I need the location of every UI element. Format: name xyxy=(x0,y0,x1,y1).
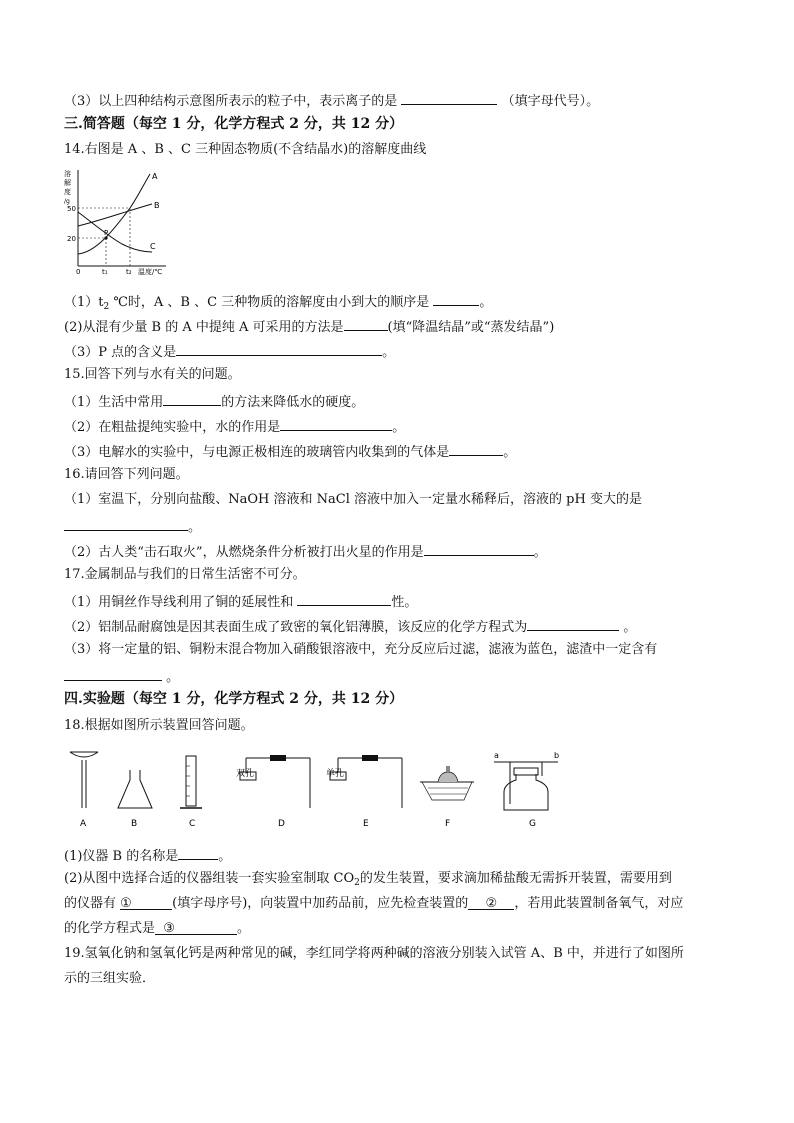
svg-text:G: G xyxy=(529,819,536,829)
q18-sub2-line2: 的仪器有 ① (填字母序号)，向装置中加药品前，应先检查装置的 ② ，若用此装置制备氧气，对应 xyxy=(64,896,684,911)
svg-text:/g: /g xyxy=(64,198,70,205)
q15-sub2: （2）在粗盐提纯实验中，水的作用是 。 xyxy=(64,416,405,437)
answer-blank-3[interactable]: ③ xyxy=(155,920,237,935)
svg-text:D: D xyxy=(278,819,285,829)
q15-sub3: （3）电解水的实验中，与电源正极相连的玻璃管内收集到的气体是 。 xyxy=(64,441,516,462)
svg-text:A: A xyxy=(80,819,87,829)
q14-sub3: （3）P 点的含义是 。 xyxy=(64,341,395,362)
q19-line2: 示的三组实验． xyxy=(64,971,156,986)
svg-text:E: E xyxy=(363,819,369,829)
q17-stem: 17.金属制品与我们的日常生活密不可分。 xyxy=(64,567,306,582)
q16-sub1-answer: 。 xyxy=(64,516,201,537)
apparatus-e-single-hole-stopper xyxy=(330,755,402,808)
curve-b xyxy=(78,204,152,226)
apparatus-c-graduated-cylinder xyxy=(180,756,202,808)
answer-blank[interactable] xyxy=(449,441,503,456)
answer-blank[interactable] xyxy=(176,341,382,356)
svg-text:单孔: 单孔 xyxy=(326,769,345,779)
answer-blank[interactable] xyxy=(401,90,497,105)
q16-sub1: （1）室温下，分别向盐酸、NaOH 溶液和 NaCl 溶液中加入一定量水稀释后，溶液的 pH 变大的是 xyxy=(64,492,642,507)
section-3-heading: 三.简答题（每空 1 分，化学方程式 2 分，共 12 分） xyxy=(64,116,404,132)
answer-blank[interactable] xyxy=(433,291,479,306)
apparatus-g-gas-bottle xyxy=(494,751,559,810)
svg-text:B: B xyxy=(154,201,160,210)
q16-stem: 16.请回答下列问题。 xyxy=(64,467,189,482)
answer-blank-1[interactable]: ① xyxy=(120,895,172,910)
answer-blank[interactable] xyxy=(163,391,221,406)
q18-sub1: (1)仪器 B 的名称是 。 xyxy=(64,845,231,866)
answer-blank[interactable] xyxy=(64,516,188,531)
svg-text:双孔: 双孔 xyxy=(236,769,255,779)
svg-text:b: b xyxy=(554,751,560,760)
svg-text:温度/℃: 温度/℃ xyxy=(138,268,163,276)
q16-sub2: （2）古人类“击石取火”，从燃烧条件分析被打出火星的作用是 。 xyxy=(64,541,547,562)
q15-stem: 15.回答下列与水有关的问题。 xyxy=(64,367,241,382)
svg-text:度: 度 xyxy=(64,188,71,196)
q18-stem: 18.根据如图所示装置回答问题。 xyxy=(64,718,254,733)
q13-sub3: （3）以上四种结构示意图所表示的粒子中，表示离子的是 （填字母代号）。 xyxy=(64,90,599,111)
q17-sub3-answer: 。 xyxy=(64,666,179,687)
svg-text:0: 0 xyxy=(76,268,81,276)
svg-text:C: C xyxy=(150,242,156,251)
svg-text:解: 解 xyxy=(64,179,71,187)
apparatus-b-conical-flask xyxy=(118,770,152,808)
section-4-heading: 四.实验题（每空 1 分，化学方程式 2 分，共 12 分） xyxy=(64,691,404,707)
q15-sub1: （1）生活中常用 的方法来降低水的硬度。 xyxy=(64,391,364,412)
answer-blank[interactable] xyxy=(344,316,388,331)
svg-text:F: F xyxy=(445,819,451,829)
answer-blank[interactable] xyxy=(178,845,218,860)
curve-c xyxy=(78,212,152,252)
svg-text:P: P xyxy=(104,229,109,237)
q17-sub1: （1）用铜丝作导线利用了铜的延展性和 性。 xyxy=(64,591,417,612)
svg-text:A: A xyxy=(152,172,158,181)
lab-apparatus-figure xyxy=(64,744,564,832)
svg-text:20: 20 xyxy=(67,235,76,243)
q19-line1: 19.氢氧化钠和氢氧化钙是两种常见的碱，李红同学将两种碱的溶液分别装入试管 A、B 中，并进行了如图所 xyxy=(64,946,684,961)
svg-text:t₂: t₂ xyxy=(126,268,132,276)
apparatus-f-alcohol-lamp xyxy=(420,766,474,800)
svg-text:t₁: t₁ xyxy=(102,268,108,276)
q18-sub2-line1: (2)从图中选择合适的仪器组装一套实验室制取 $CO_2$的发生装置，要求滴加稀盐酸无需拆开装置，需要用到 xyxy=(64,871,672,888)
answer-blank[interactable] xyxy=(424,541,534,556)
solubility-curve-graph xyxy=(62,166,172,276)
q14-sub1: $(1)t_2$ ℃时，A 、B 、C 三种物质的溶解度由小到大的顺序是 。 xyxy=(64,291,492,313)
answer-blank[interactable] xyxy=(64,666,162,681)
svg-text:C: C xyxy=(189,819,196,829)
q14-stem: 14.右图是 A 、B 、C 三种固态物质(不含结晶水)的溶解度曲线 xyxy=(64,142,427,157)
svg-text:溶: 溶 xyxy=(64,170,71,178)
answer-blank[interactable] xyxy=(280,416,392,431)
answer-blank[interactable] xyxy=(297,591,391,606)
q17-sub3: （3）将一定量的铝、铜粉末混合物加入硝酸银溶液中，充分反应后过滤，滤液为蓝色，滤渣中一定含有 xyxy=(64,642,658,657)
q18-sub2-line3: 的化学方程式是 ③ 。 xyxy=(64,921,251,936)
svg-text:50: 50 xyxy=(67,205,76,213)
answer-blank[interactable] xyxy=(527,616,619,631)
svg-text:B: B xyxy=(131,819,138,829)
q14-sub2: (2)从混有少量 B 的 A 中提纯 A 可采用的方法是 (填“降温结晶”或“蒸发结晶”) xyxy=(64,316,554,337)
apparatus-a-funnel xyxy=(70,752,98,808)
svg-text:a: a xyxy=(494,751,499,760)
answer-blank-2[interactable]: ② xyxy=(468,895,514,910)
curve-a xyxy=(78,174,150,254)
apparatus-d-double-hole-stopper xyxy=(240,755,310,808)
q17-sub2: （2）铝制品耐腐蚀是因其表面生成了致密的氧化铝薄膜，该反应的化学方程式为 。 xyxy=(64,616,636,637)
